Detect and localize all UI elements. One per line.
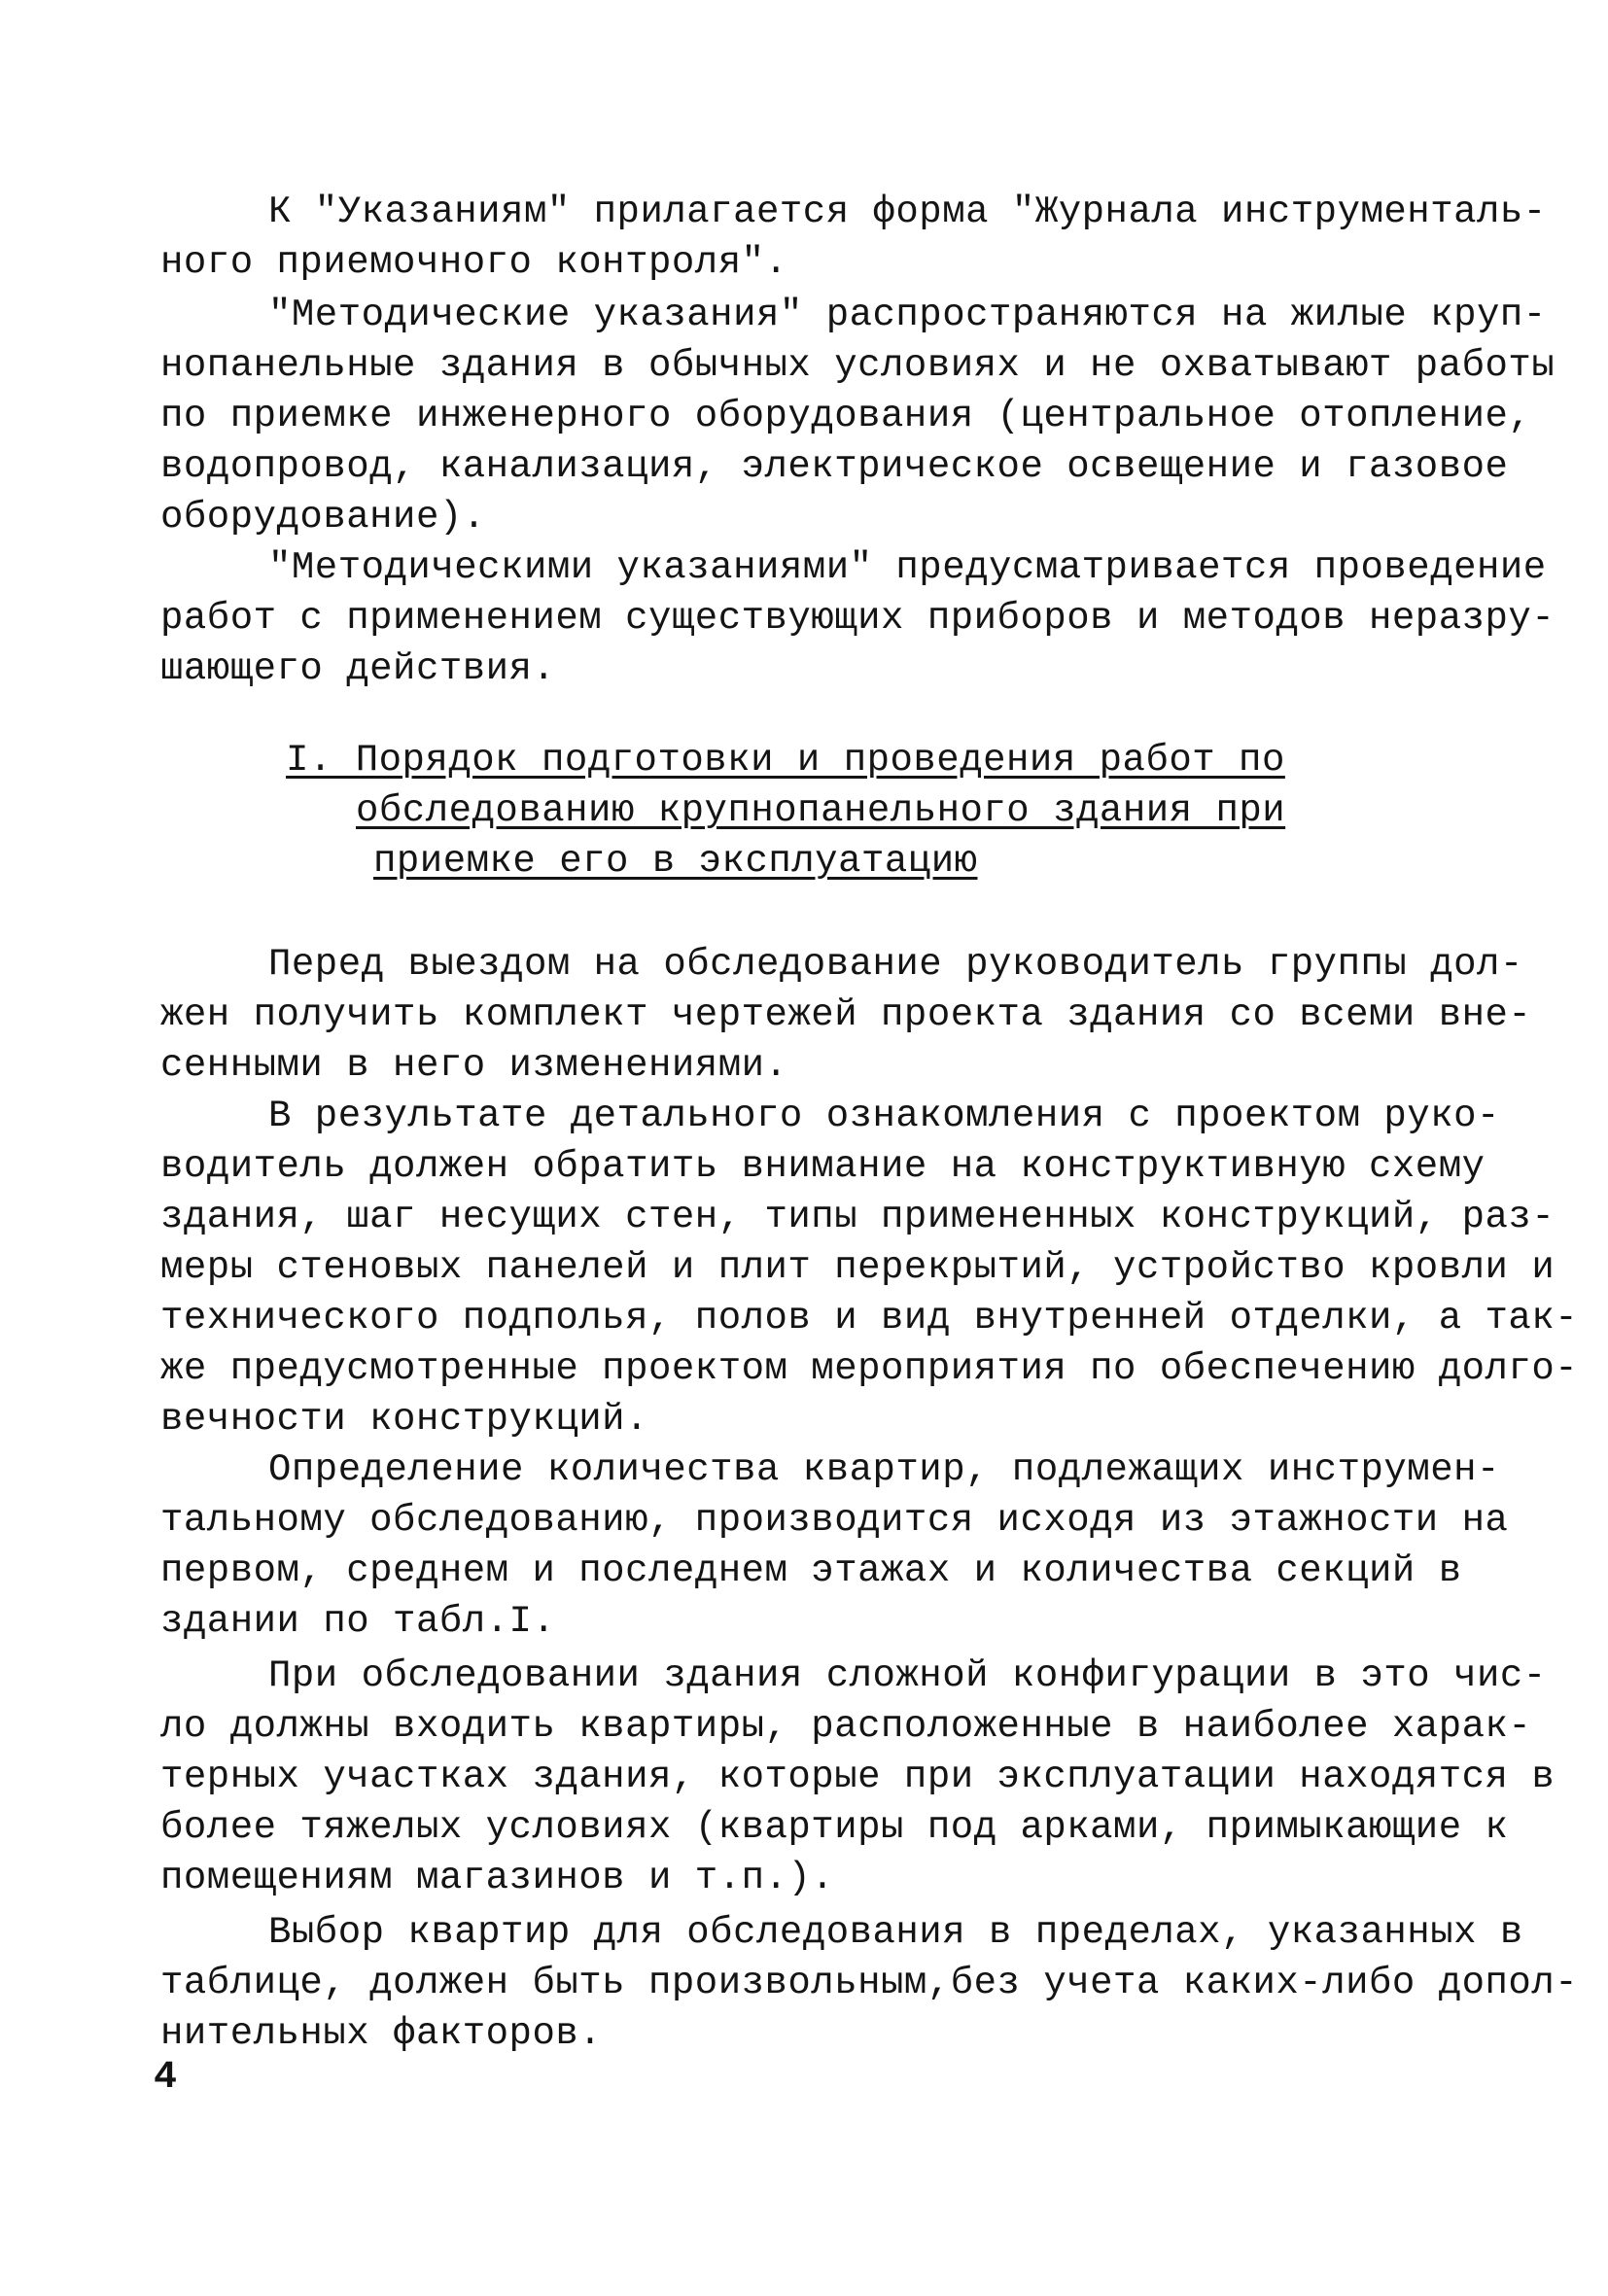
text-line: работ с применением существующих приборов и методов неразру- — [160, 597, 1556, 640]
text-line: вечности конструкций. — [160, 1398, 648, 1441]
text-line: жен получить комплект чертежей проекта здания со всеми вне- — [160, 993, 1532, 1036]
text-line: К "Указаниям" прилагается форма "Журнала инструменталь- — [268, 191, 1547, 233]
text-line: водопровод, канализация, электрическое освещение и газовое — [160, 445, 1509, 488]
text-line: оборудование). — [160, 496, 486, 539]
heading-line: обследованию крупнопанельного здания при — [356, 789, 1286, 832]
text-line: технического подполья, полов и вид внутренней отделки, а так- — [160, 1297, 1579, 1339]
text-line: же предусмотренные проектом мероприятия по обеспечению долго- — [160, 1347, 1579, 1390]
text-line: Выбор квартир для обследования в пределах, указанных в — [268, 1911, 1523, 1954]
heading-line: I. Порядок подготовки и проведения работ по — [286, 739, 1285, 782]
text-line: по приемке инженерного оборудования (центральное отопление, — [160, 395, 1532, 437]
text-line: здании по табл.I. — [160, 1600, 556, 1643]
text-line: меры стеновых панелей и плит перекрытий, устройство кровли и — [160, 1246, 1556, 1289]
text-line: нопанельные здания в обычных условиях и не охватывают работы — [160, 344, 1556, 387]
text-line: шающего действия. — [160, 647, 556, 690]
text-line: ло должны входить квартиры, расположенные в наиболее харак- — [160, 1705, 1532, 1748]
text-line: При обследовании здания сложной конфигурации в это чис- — [268, 1654, 1547, 1697]
text-line: терных участках здания, которые при эксплуатации находятся в — [160, 1756, 1556, 1798]
text-line: нительных факторов. — [160, 2012, 603, 2055]
text-line: сенными в него изменениями. — [160, 1044, 788, 1087]
heading-line: приемке его в эксплуатацию — [373, 840, 978, 883]
text-line: помещениям магазинов и т.п.). — [160, 1857, 835, 1899]
text-line: таблице, должен быть произвольным,без учета каких-либо допол- — [160, 1962, 1579, 2004]
text-line: "Методические указания" распространяются на жилые круп- — [268, 294, 1547, 336]
text-line: В результате детального ознакомления с проектом руко- — [268, 1095, 1500, 1137]
text-line: здания, шаг несущих стен, типы примененных конструкций, раз- — [160, 1196, 1556, 1238]
text-line: водитель должен обратить внимание на конструктивную схему — [160, 1145, 1486, 1188]
text-line: Перед выездом на обследование руководитель группы дол- — [268, 943, 1523, 986]
text-line: ного приемочного контроля". — [160, 241, 788, 284]
text-line: тальному обследованию, производится исходя из этажности на — [160, 1499, 1509, 1542]
text-line: "Методическими указаниями" предусматривается проведение — [268, 546, 1547, 589]
page-number: 4 — [154, 2056, 178, 2100]
text-line: Определение количества квартир, подлежащих инструмен- — [268, 1448, 1500, 1491]
text-line: первом, среднем и последнем этажах и количества секций в — [160, 1549, 1462, 1592]
text-line: более тяжелых условиях (квартиры под арками, примыкающие к — [160, 1806, 1509, 1849]
